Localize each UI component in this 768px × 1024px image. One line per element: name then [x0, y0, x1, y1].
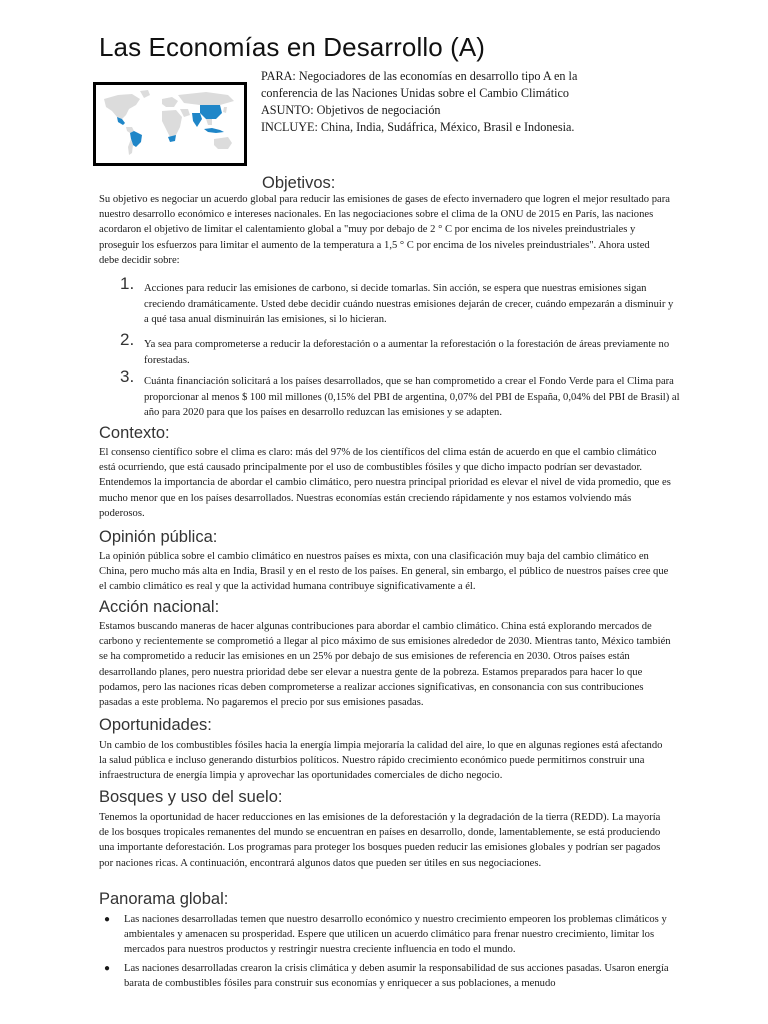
heading-objetivos: Objetivos: [262, 174, 336, 192]
objective-number-3: 3. [120, 367, 135, 386]
bullet-icon: ● [104, 963, 111, 974]
map-china [200, 105, 222, 119]
map-southeast-asia [206, 119, 212, 125]
map-russia [178, 92, 234, 105]
heading-bosques: Bosques y uso del suelo: [99, 788, 283, 806]
page-title: Las Economías en Desarrollo (A) [99, 32, 486, 62]
bullet-icon: ● [104, 914, 111, 925]
paragraph-opinion-publica: La opinión pública sobre el cambio climático en nuestros países es mixta, con una clasificación muy baja del cambio climático en China, pero mucho más alta en India, Brasil y en el resto de los países. En general, sin embargo, el público de nuestros países cree que el cambio climático es real y que la actividad humana contribuye significativamente a él. [99, 551, 669, 593]
memo-to-line-2: conferencia de las Naciones Unidas sobre el Cambio Climático [261, 86, 569, 100]
paragraph-contexto: El consenso científico sobre el clima es claro: más del 97% de los científicos del clima están de acuerdo en que el cambio climático está ocurriendo, que está causado principalmente por el uso de combustibles fósiles y que dicho impacto podrían ser devastador. Entendemos la importancia de abordar el cambio climático, pero nuestra principal prioridad es elevar el nivel de vida promedio, que es mucho menor que en los países desarrollados. Nuestras economías están creciendo rápidamente y nos estamos volviendo más poderosos. [99, 447, 671, 519]
map-indonesia [204, 128, 224, 133]
memo-header [261, 68, 741, 136]
paragraph-objetivos-intro: Su objetivo es negociar un acuerdo global para reducir las emisiones de gases de efecto invernadero que logren el mejor resultado para nuestro desarrollo económico e intereses nacionales. En las negociaciones sobre el clima de la ONU de 2015 en París, las naciones acordaron el objetivo de limitar el calentamiento global a "muy por debajo de 2 ° C por encima de los niveles preindustriales y proseguir los esfuerzos para limitar el aumento de la temperatura a 1,5 ° C por encima de los niveles preindustriales". Ahora usted debe decidir sobre: [99, 194, 670, 266]
map-greenland [140, 90, 150, 98]
objective-number-2: 2. [120, 330, 135, 349]
objective-item-3 [120, 367, 680, 421]
heading-opinion-publica: Opinión pública: [99, 528, 218, 546]
paragraph-bosques: Tenemos la oportunidad de hacer reducciones en las emisiones de la deforestación y la degradación de la tierra (REDD). La mayoría de los bosques tropicales remanentes del mundo se encuentran en países en desarrollo, donde, lamentablemente, se está produciendo una importante deforestación. Los programas para proteger los bosques pueden reducir las emisiones globales y podrían ser pagados por naciones ricas. A continuación, encontrará algunos datos que pueden ser útiles en sus negociaciones. [99, 812, 661, 869]
map-europe [162, 97, 178, 107]
heading-contexto: Contexto: [99, 424, 170, 442]
panorama-bullet-text-1: Las naciones desarrolladas temen que nuestro desarrollo económico y nuestro crecimiento empeoren los problemas climáticos y ambientales y amenacen su prosperidad. Espere que utilicen un acuerdo climático para frenar nuestro crecimiento, limitar los mercados para nuestros productos y restringir nuestra creciente influencia en todo el mundo. [124, 914, 667, 956]
objective-item-1 [120, 274, 680, 328]
map-south-africa [168, 135, 176, 142]
memo-includes: INCLUYE: China, India, Sudáfrica, México, Brasil e Indonesia. [261, 120, 575, 134]
heading-oportunidades: Oportunidades: [99, 716, 212, 734]
panorama-bullet-1 [104, 912, 672, 958]
world-map-image [93, 82, 247, 166]
memo-subject: ASUNTO: Objetivos de negociación [261, 103, 441, 117]
heading-panorama-global: Panorama global: [99, 890, 229, 908]
panorama-bullet-text-2: Las naciones desarrolladas crearon la crisis climática y deben asumir la responsabilidad de sus acciones pasadas. Usaron energía barata de combustibles fósiles para construir sus economías y enriquecer a sus poblaciones, a menudo [124, 963, 669, 990]
map-middle-east [180, 109, 190, 117]
map-australia [214, 137, 232, 149]
memo-to-line-1: PARA: Negociadores de las economías en desarrollo tipo A en la [261, 69, 578, 83]
heading-accion-nacional: Acción nacional: [99, 598, 220, 616]
paragraph-accion-nacional: Estamos buscando maneras de hacer algunas contribuciones para abordar el cambio climático. China está explorando mercados de carbono y recientemente se comprometió a llegar al pico máximo de sus emisiones alrededor de 2030. Mientras tanto, México también se ha comprometido a reducir las emisiones en un 25% por debajo de sus emisiones de referencia en 2030. Otros países están desarrollando planes, pero nuestra prioridad debe ser elevar a nuestra gente de la pobreza. Estamos preparados para hacer lo que podamos, pero las naciones ricas deben comprometerse a realizar acciones significativas, en consonancia con sus contribuciones pasadas a este problema. No pagaremos el precio por sus emisiones pasadas. [99, 621, 671, 709]
objective-number-1: 1. [120, 274, 135, 293]
map-japan [223, 107, 227, 113]
objective-text-2: Ya sea para comprometerse a reducir la deforestación o a aumentar la reforestación o la forestación de áreas previamente no forestadas. [144, 339, 670, 366]
objective-text-1: Acciones para reducir las emisiones de carbono, si decide tomarlas. Sin acción, se espera que nuestras emisiones sigan creciendo dramáticamente. Usted debe decidir cuándo nuestras emisiones dejarán de crecer, cuándo empezarán a disminuir y a qué tasa anual disminuirán las emisiones, si lo hicieran. [144, 283, 674, 326]
map-africa [162, 110, 182, 137]
panorama-bullet-2 [104, 961, 672, 991]
map-india [192, 113, 202, 127]
map-north-america [104, 94, 140, 119]
world-map-svg [96, 85, 244, 163]
objective-item-2 [120, 330, 680, 368]
paragraph-oportunidades: Un cambio de los combustibles fósiles hacia la energía limpia mejoraría la calidad del aire, lo que en algunas regiones está afectando la salud pública e incluso generando disturbios políticos. Nuestro rápido crecimiento económico puede permitirnos construir una infraestructura de energía limpia y aprovechar las oportunidades comerciales de dicho negocio. [99, 740, 663, 782]
objective-text-3: Cuánta financiación solicitará a los países desarrollados, que se han comprometido a crear el Fondo Verde para el Clima para proporcionar al menos $ 100 mil millones (0,15% del PBI de argentina, 0,07% del PBI de España, 0,04% del PBI de Brasil) al año para 2020 para que los países en desarrollo reduzcan las emisiones y se adapten. [144, 376, 680, 419]
